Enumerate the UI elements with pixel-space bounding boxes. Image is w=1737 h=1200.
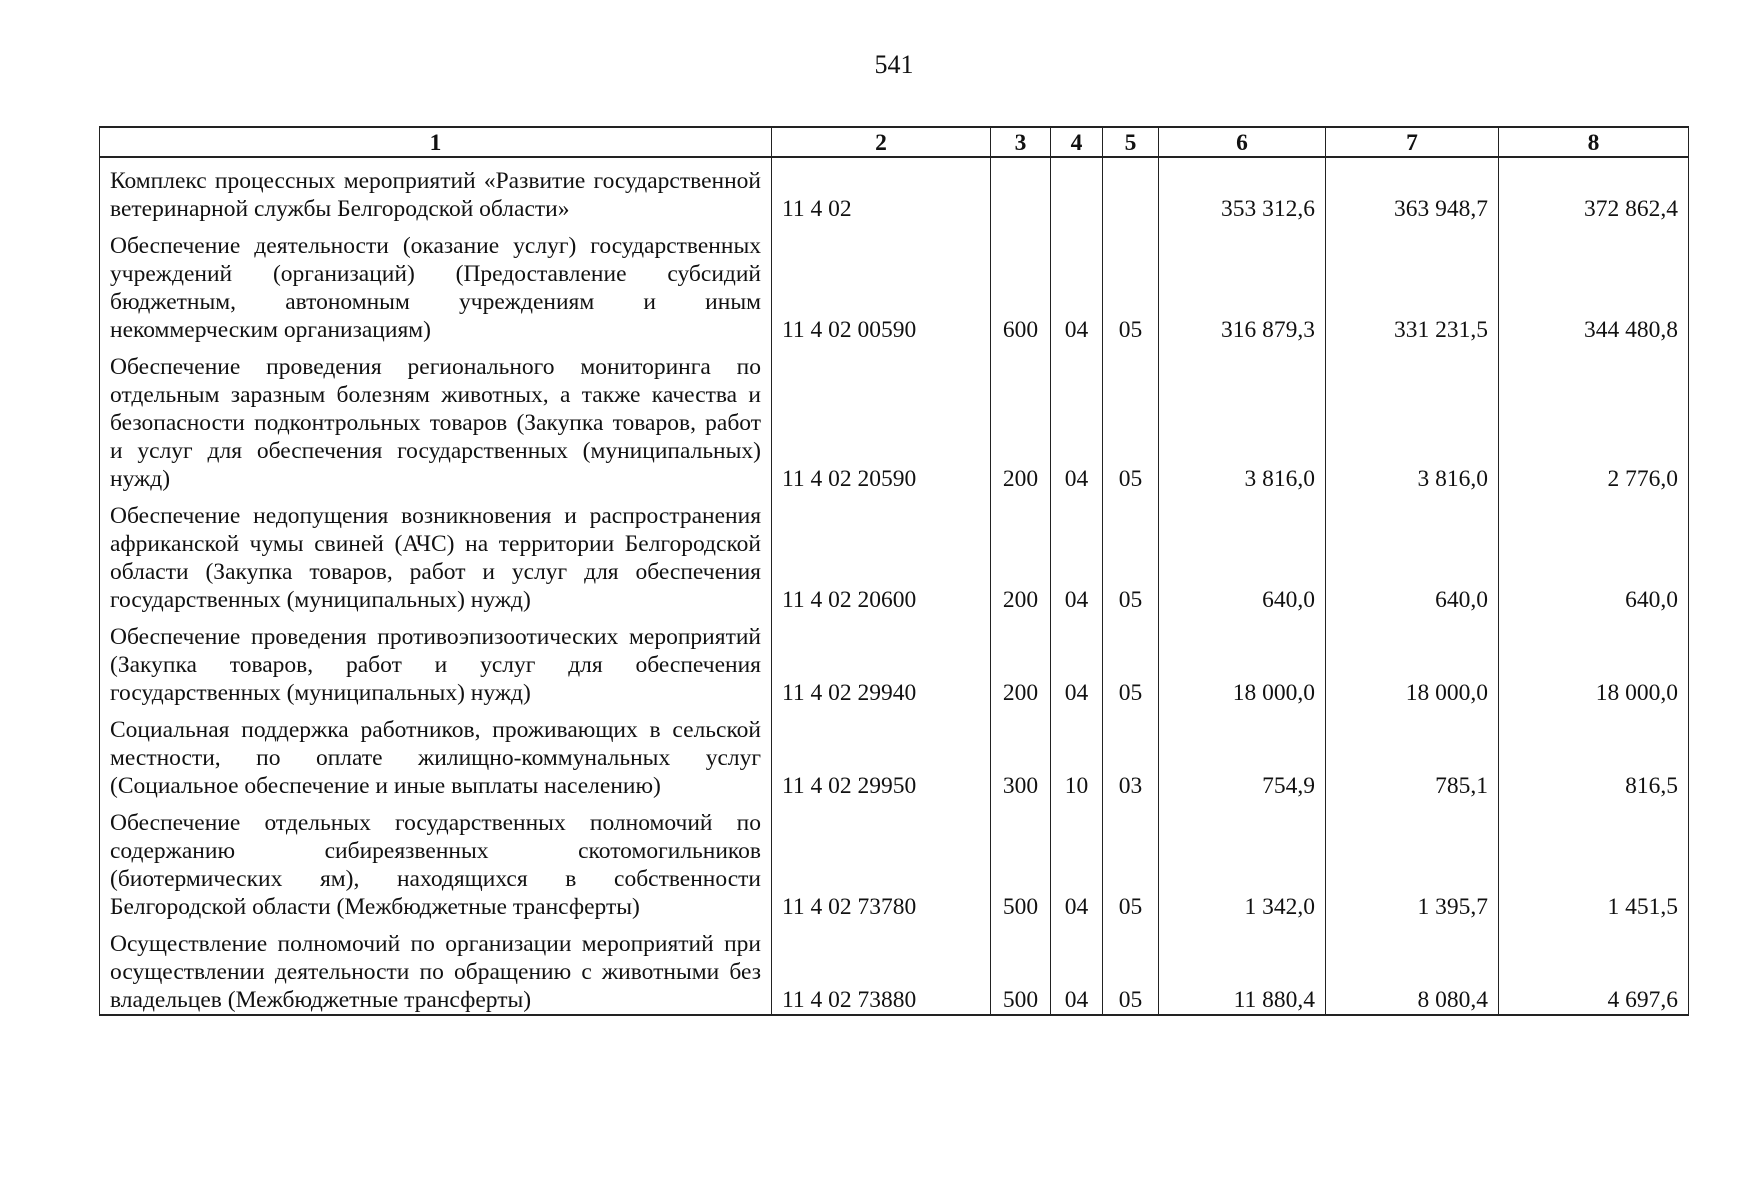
table-row — [100, 344, 1689, 493]
row-name: Осуществление полномочий по организации мероприятий при осуществлении деятельности по обращению с животными без владельцев (Межбюджетные трансферты) — [100, 921, 772, 1015]
row-col-5: 05 — [1103, 493, 1159, 614]
header-col-4: 4 — [1051, 127, 1103, 157]
header-col-3: 3 — [991, 127, 1051, 157]
row-value-7: 3 816,0 — [1326, 344, 1499, 493]
row-col-3: 600 — [991, 223, 1051, 344]
row-value-7: 1 395,7 — [1326, 800, 1499, 921]
row-value-6: 1 342,0 — [1159, 800, 1326, 921]
row-value-6: 18 000,0 — [1159, 614, 1326, 707]
row-value-8: 344 480,8 — [1499, 223, 1689, 344]
row-col-4: 04 — [1051, 800, 1103, 921]
row-name: Социальная поддержка работников, проживающих в сельской местности, по оплате жилищно-коммунальных услуг (Социальное обеспечение и иные выплаты населению) — [100, 707, 772, 800]
row-col-3: 500 — [991, 800, 1051, 921]
row-col-3 — [991, 157, 1051, 223]
row-value-7: 331 231,5 — [1326, 223, 1499, 344]
row-col-3: 500 — [991, 921, 1051, 1015]
row-value-6: 754,9 — [1159, 707, 1326, 800]
row-code: 11 4 02 — [772, 157, 991, 223]
table-row — [100, 614, 1689, 707]
row-code: 11 4 02 73880 — [772, 921, 991, 1015]
row-value-8: 4 697,6 — [1499, 921, 1689, 1015]
row-value-8: 2 776,0 — [1499, 344, 1689, 493]
header-col-7: 7 — [1326, 127, 1499, 157]
row-value-8: 18 000,0 — [1499, 614, 1689, 707]
header-row — [100, 127, 1689, 157]
header-col-6: 6 — [1159, 127, 1326, 157]
row-col-4: 04 — [1051, 344, 1103, 493]
row-value-8: 816,5 — [1499, 707, 1689, 800]
row-value-6: 3 816,0 — [1159, 344, 1326, 493]
row-col-4: 04 — [1051, 921, 1103, 1015]
row-code: 11 4 02 29950 — [772, 707, 991, 800]
row-code: 11 4 02 73780 — [772, 800, 991, 921]
table-row — [100, 223, 1689, 344]
row-col-4: 10 — [1051, 707, 1103, 800]
row-value-7: 8 080,4 — [1326, 921, 1499, 1015]
table-row — [100, 800, 1689, 921]
row-code: 11 4 02 29940 — [772, 614, 991, 707]
row-name: Обеспечение проведения регионального мониторинга по отдельным заразным болезням животных, а также качества и безопасности подконтрольных товаров (Закупка товаров, работ и услуг для обеспечения государственных (муниципальных) нужд) — [100, 344, 772, 493]
row-code: 11 4 02 20590 — [772, 344, 991, 493]
row-value-8: 640,0 — [1499, 493, 1689, 614]
header-col-5: 5 — [1103, 127, 1159, 157]
row-code: 11 4 02 20600 — [772, 493, 991, 614]
row-value-6: 316 879,3 — [1159, 223, 1326, 344]
header-col-2: 2 — [772, 127, 991, 157]
row-name: Обеспечение недопущения возникновения и распространения африканской чумы свиней (АЧС) на территории Белгородской области (Закупка товаров, работ и услуг для обеспечения государственных (муниципальных) нужд) — [100, 493, 772, 614]
table-row — [100, 493, 1689, 614]
row-code: 11 4 02 00590 — [772, 223, 991, 344]
row-col-3: 200 — [991, 493, 1051, 614]
row-col-5: 05 — [1103, 223, 1159, 344]
row-col-4: 04 — [1051, 223, 1103, 344]
row-col-5: 03 — [1103, 707, 1159, 800]
row-value-7: 363 948,7 — [1326, 157, 1499, 223]
row-col-3: 200 — [991, 344, 1051, 493]
row-value-8: 1 451,5 — [1499, 800, 1689, 921]
row-name: Комплекс процессных мероприятий «Развитие государственной ветеринарной службы Белгородской области» — [100, 157, 772, 223]
row-col-4: 04 — [1051, 493, 1103, 614]
row-value-7: 18 000,0 — [1326, 614, 1499, 707]
row-col-3: 300 — [991, 707, 1051, 800]
header-col-8: 8 — [1499, 127, 1689, 157]
row-value-6: 640,0 — [1159, 493, 1326, 614]
table-row — [100, 707, 1689, 800]
table-row — [100, 921, 1689, 1015]
row-value-6: 11 880,4 — [1159, 921, 1326, 1015]
row-col-5 — [1103, 157, 1159, 223]
row-col-5: 05 — [1103, 344, 1159, 493]
row-col-5: 05 — [1103, 921, 1159, 1015]
row-name: Обеспечение деятельности (оказание услуг) государственных учреждений (организаций) (Предоставление субсидий бюджетным, автономным учреждениям и иным некоммерческим организациям) — [100, 223, 772, 344]
row-value-6: 353 312,6 — [1159, 157, 1326, 223]
budget-table — [99, 126, 1689, 1016]
table-row — [100, 157, 1689, 223]
row-name: Обеспечение отдельных государственных полномочий по содержанию сибиреязвенных скотомогильников (биотермических ям), находящихся в собственности Белгородской области (Межбюджетные трансферты) — [100, 800, 772, 921]
row-value-7: 785,1 — [1326, 707, 1499, 800]
row-col-4: 04 — [1051, 614, 1103, 707]
row-col-5: 05 — [1103, 614, 1159, 707]
page-number: 541 — [874, 50, 914, 79]
row-col-5: 05 — [1103, 800, 1159, 921]
row-value-7: 640,0 — [1326, 493, 1499, 614]
row-name: Обеспечение проведения противоэпизоотических мероприятий (Закупка товаров, работ и услуг для обеспечения государственных (муниципальных) нужд) — [100, 614, 772, 707]
row-value-8: 372 862,4 — [1499, 157, 1689, 223]
row-col-4 — [1051, 157, 1103, 223]
row-col-3: 200 — [991, 614, 1051, 707]
header-col-1: 1 — [100, 127, 772, 157]
